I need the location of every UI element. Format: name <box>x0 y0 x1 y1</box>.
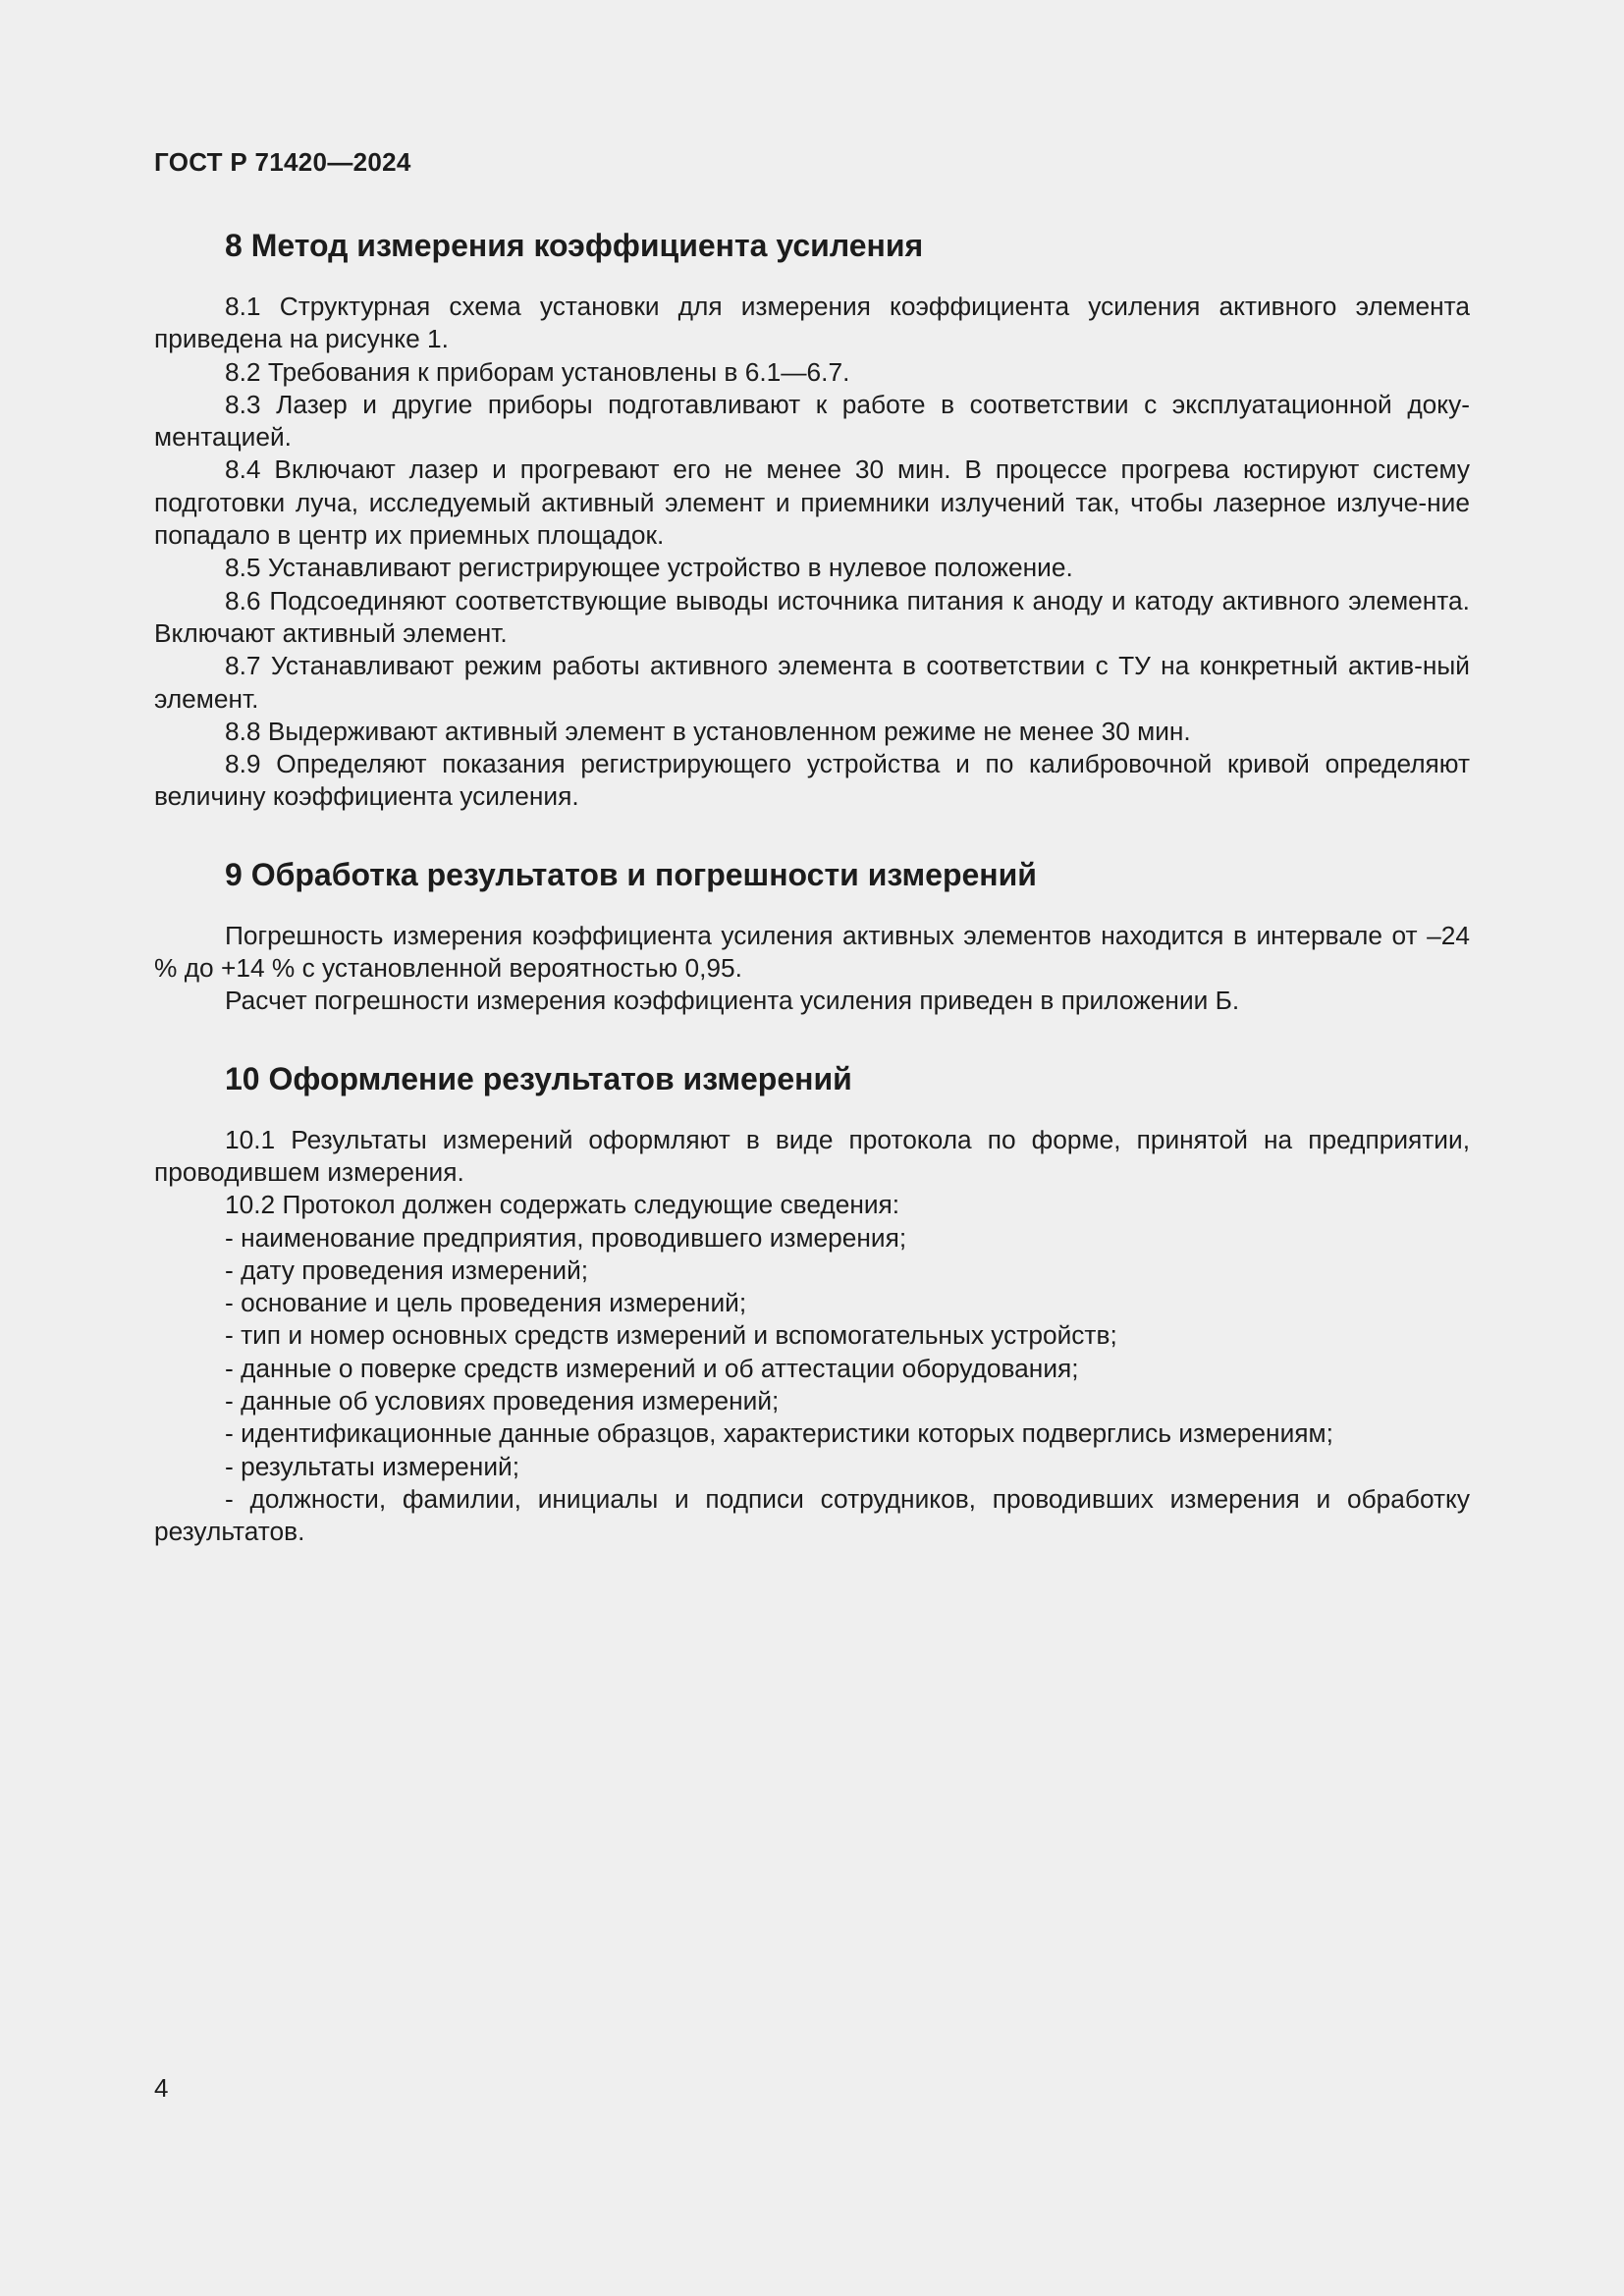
paragraph: 8.5 Устанавливают регистрирующее устройство в нулевое положение. <box>225 553 1073 583</box>
paragraph: Расчет погрешности измерения коэффициента усиления приведен в приложении Б. <box>225 986 1240 1016</box>
section-8 <box>154 222 1470 814</box>
list-item: - результаты измерений; <box>225 1451 520 1481</box>
paragraph: 8.7 Устанавливают режим работы активного элемента в соответствии с ТУ на конкретный актив-ный элемент. <box>154 651 1470 714</box>
list-item: - тип и номер основных средств измерений и вспомогательных устройств; <box>225 1320 1117 1351</box>
paragraph: 8.9 Определяют показания регистрирующего устройства и по калибровочной кривой определяют величину коэффициента усиления. <box>154 749 1470 812</box>
paragraph: 10.2 Протокол должен содержать следующие сведения: <box>225 1190 900 1220</box>
paragraph: 8.3 Лазер и другие приборы подготавливают к работе в соответствии с эксплуатационной доку-ментацией. <box>154 389 1470 453</box>
list-item: - данные о поверке средств измерений и об аттестации оборудования; <box>225 1353 1079 1383</box>
document-body <box>154 222 1470 1549</box>
section-paragraphs <box>154 291 1470 814</box>
section-paragraphs <box>154 920 1470 1018</box>
list-item: - наименование предприятия, проводившего измерения; <box>225 1222 907 1253</box>
section-paragraphs <box>154 1124 1470 1549</box>
paragraph: 8.6 Подсоединяют соответствующие выводы источника питания к аноду и катоду активного элемента. Включают активный элемент. <box>154 585 1470 648</box>
list-item: - дату проведения измерений; <box>225 1255 589 1285</box>
paragraph: 8.4 Включают лазер и прогревают его не менее 30 мин. В процессе прогрева юстируют систему подготовки луча, исследуемый активный элемент и приемники излучений так, чтобы лазерное излуче-ние попадало в центр их приемных площадок. <box>154 454 1470 551</box>
list-item: - основание и цель проведения измерений; <box>225 1288 747 1318</box>
section-title: 10 Оформление результатов измерений <box>225 1060 852 1096</box>
list-item: - должности, фамилии, инициалы и подписи сотрудников, проводивших измерения и обработку результатов. <box>154 1483 1470 1547</box>
paragraph: 8.2 Требования к приборам установлены в 6.1—6.7. <box>225 356 850 387</box>
page-number: 4 <box>154 2073 169 2103</box>
document-code-header: ГОСТ Р 71420—2024 <box>154 147 411 177</box>
paragraph: 8.1 Структурная схема установки для измерения коэффициента усиления активного элемента приведена на рисунке 1. <box>154 292 1470 354</box>
list-item: - идентификационные данные образцов, характеристики которых подверглись измерениям; <box>225 1418 1333 1449</box>
paragraph: 8.8 Выдерживают активный элемент в установленном режиме не менее 30 мин. <box>225 716 1191 746</box>
paragraph: 10.1 Результаты измерений оформляют в виде протокола по форме, принятой на предприятии, проводившем измерения. <box>154 1124 1470 1187</box>
section-9 <box>154 851 1470 1018</box>
paragraph: Погрешность измерения коэффициента усиления активных элементов находится в интервале от –24 % до +14 % с установленной вероятностью 0,95. <box>154 920 1470 984</box>
section-title: 9 Обработка результатов и погрешности измерений <box>225 856 1037 892</box>
section-10 <box>154 1055 1470 1549</box>
list-item: - данные об условиях проведения измерений; <box>225 1386 780 1416</box>
section-title: 8 Метод измерения коэффициента усиления <box>225 228 924 263</box>
